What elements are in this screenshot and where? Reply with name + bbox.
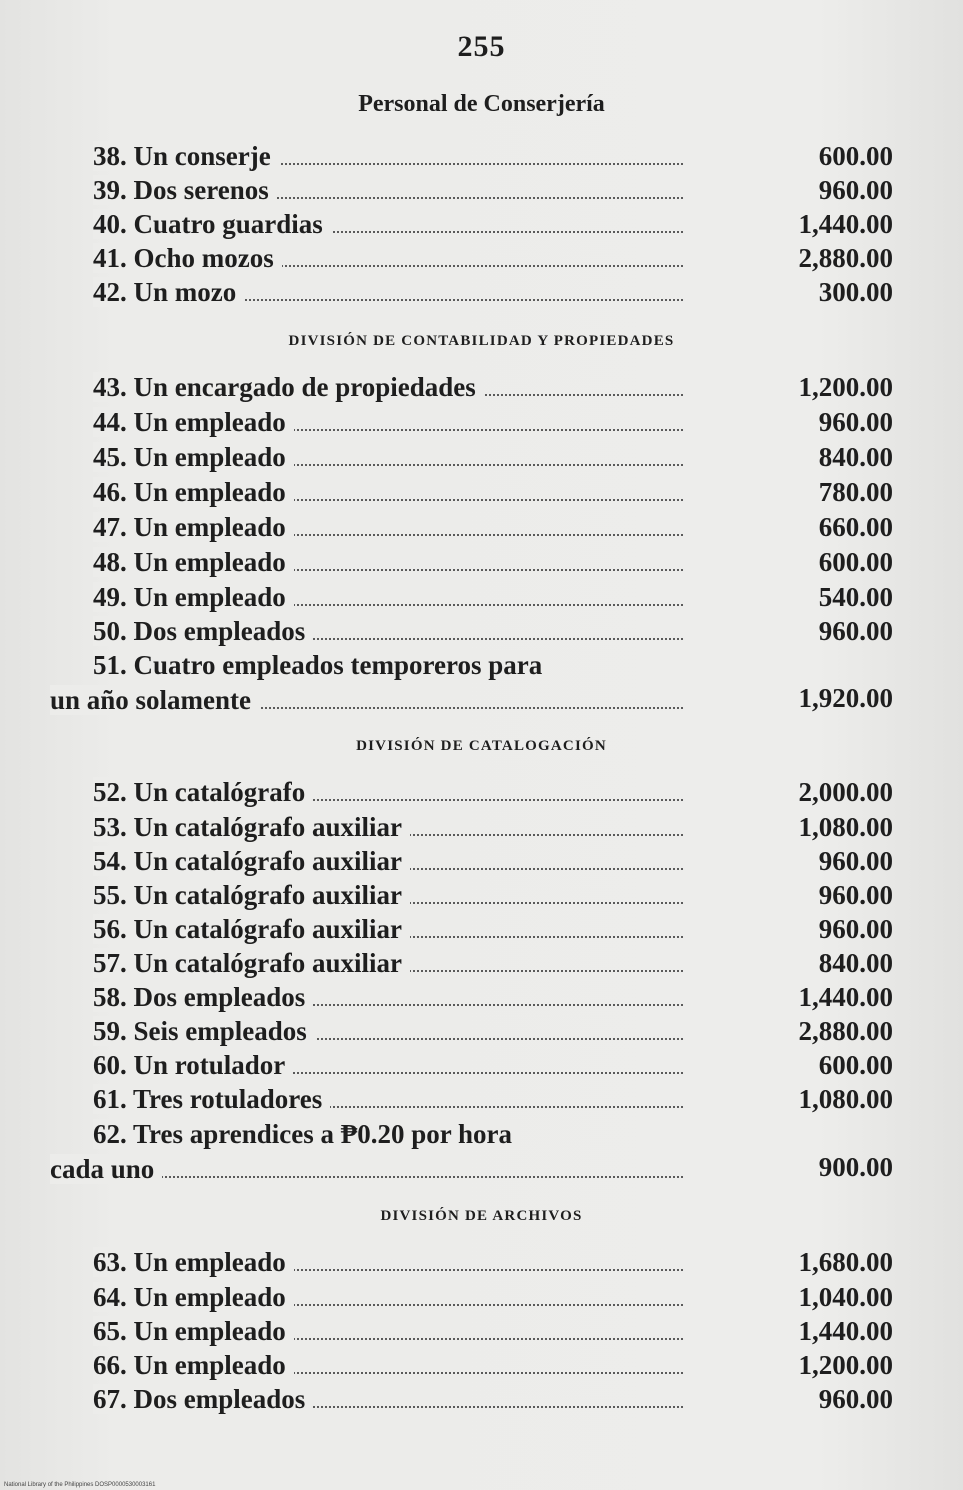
amount: 960.00 <box>818 1384 893 1414</box>
amount: 2,880.00 <box>798 243 893 273</box>
list-item: 42. Un mozo 300.00 <box>93 277 893 307</box>
list-item: 66. Un empleado 1,200.00 <box>93 1350 893 1380</box>
amount: 300.00 <box>818 277 893 307</box>
amount: 960.00 <box>818 880 893 910</box>
amount: 840.00 <box>818 442 893 472</box>
amount: 1,080.00 <box>798 1084 893 1114</box>
amount: 1,920.00 <box>798 683 893 713</box>
amount: 960.00 <box>818 616 893 646</box>
amount: 1,440.00 <box>798 982 893 1012</box>
section-title-contabilidad: DIVISIÓN DE CONTABILIDAD Y PROPIEDADES <box>288 333 675 349</box>
amount: 1,040.00 <box>798 1282 893 1312</box>
amount: 2,880.00 <box>798 1016 893 1046</box>
amount: 900.00 <box>818 1152 893 1182</box>
scan-footer: National Library of the Philippines DOSP0000530003161 <box>4 1482 156 1488</box>
amount: 1,080.00 <box>798 812 893 842</box>
list-item: 59. Seis empleados 2,880.00 <box>93 1016 893 1046</box>
list-item: 43. Un encargado de propiedades 1,200.00 <box>93 372 893 402</box>
list-item: 67. Dos empleados 960.00 <box>93 1384 893 1414</box>
amount: 540.00 <box>818 582 893 612</box>
list-item: 64. Un empleado 1,040.00 <box>93 1282 893 1312</box>
list-item: 63. Un empleado 1,680.00 <box>93 1247 893 1277</box>
list-item: 65. Un empleado 1,440.00 <box>93 1316 893 1346</box>
list-item: 56. Un catalógrafo auxiliar 960.00 <box>93 914 893 944</box>
list-item: 50. Dos empleados 960.00 <box>93 616 893 646</box>
list-item: 62. Tres aprendices a ₱0.20 por hora <box>0 1117 963 1151</box>
list-item: 58. Dos empleados 1,440.00 <box>93 982 893 1012</box>
list-item: 47. Un empleado 660.00 <box>93 512 893 542</box>
list-item: 54. Un catalógrafo auxiliar 960.00 <box>93 846 893 876</box>
page-number: 255 <box>457 30 506 63</box>
amount: 960.00 <box>818 914 893 944</box>
list-item: 41. Ocho mozos 2,880.00 <box>93 243 893 273</box>
amount: 600.00 <box>818 1050 893 1080</box>
list-item: 57. Un catalógrafo auxiliar 840.00 <box>93 948 893 978</box>
list-item: 51. Cuatro empleados temporeros para <box>0 648 963 682</box>
list-item: 49. Un empleado 540.00 <box>93 582 893 612</box>
amount: 660.00 <box>818 512 893 542</box>
amount: 1,200.00 <box>798 1350 893 1380</box>
list-item-continuation: cada uno 900.00 <box>50 1152 893 1184</box>
amount: 2,000.00 <box>798 777 893 807</box>
amount: 600.00 <box>818 141 893 171</box>
amount: 1,680.00 <box>798 1247 893 1277</box>
amount: 1,440.00 <box>798 1316 893 1346</box>
list-item: 46. Un empleado 780.00 <box>93 477 893 507</box>
section-title-catalogacion: DIVISIÓN DE CATALOGACIÓN <box>356 738 607 754</box>
list-item: 40. Cuatro guardias 1,440.00 <box>93 209 893 239</box>
amount: 600.00 <box>818 547 893 577</box>
amount: 960.00 <box>818 846 893 876</box>
amount: 780.00 <box>818 477 893 507</box>
list-item: 48. Un empleado 600.00 <box>93 547 893 577</box>
list-item: 39. Dos serenos 960.00 <box>93 175 893 205</box>
section-title-archivos: DIVISIÓN DE ARCHIVOS <box>380 1208 583 1224</box>
amount: 840.00 <box>818 948 893 978</box>
list-item: 44. Un empleado 960.00 <box>93 407 893 437</box>
list-item-continuation: un año solamente 1,920.00 <box>50 683 893 715</box>
amount: 960.00 <box>818 175 893 205</box>
list-item: 61. Tres rotuladores 1,080.00 <box>93 1084 893 1114</box>
list-item: 53. Un catalógrafo auxiliar 1,080.00 <box>93 812 893 842</box>
amount: 1,200.00 <box>798 372 893 402</box>
amount: 1,440.00 <box>798 209 893 239</box>
list-item: 60. Un rotulador 600.00 <box>93 1050 893 1080</box>
list-item: 45. Un empleado 840.00 <box>93 442 893 472</box>
list-item: 38. Un conserje 600.00 <box>93 141 893 171</box>
list-item: 52. Un catalógrafo 2,000.00 <box>93 777 893 807</box>
section-title-conserjeria: Personal de Conserjería <box>358 91 605 117</box>
list-item: 55. Un catalógrafo auxiliar 960.00 <box>93 880 893 910</box>
amount: 960.00 <box>818 407 893 437</box>
